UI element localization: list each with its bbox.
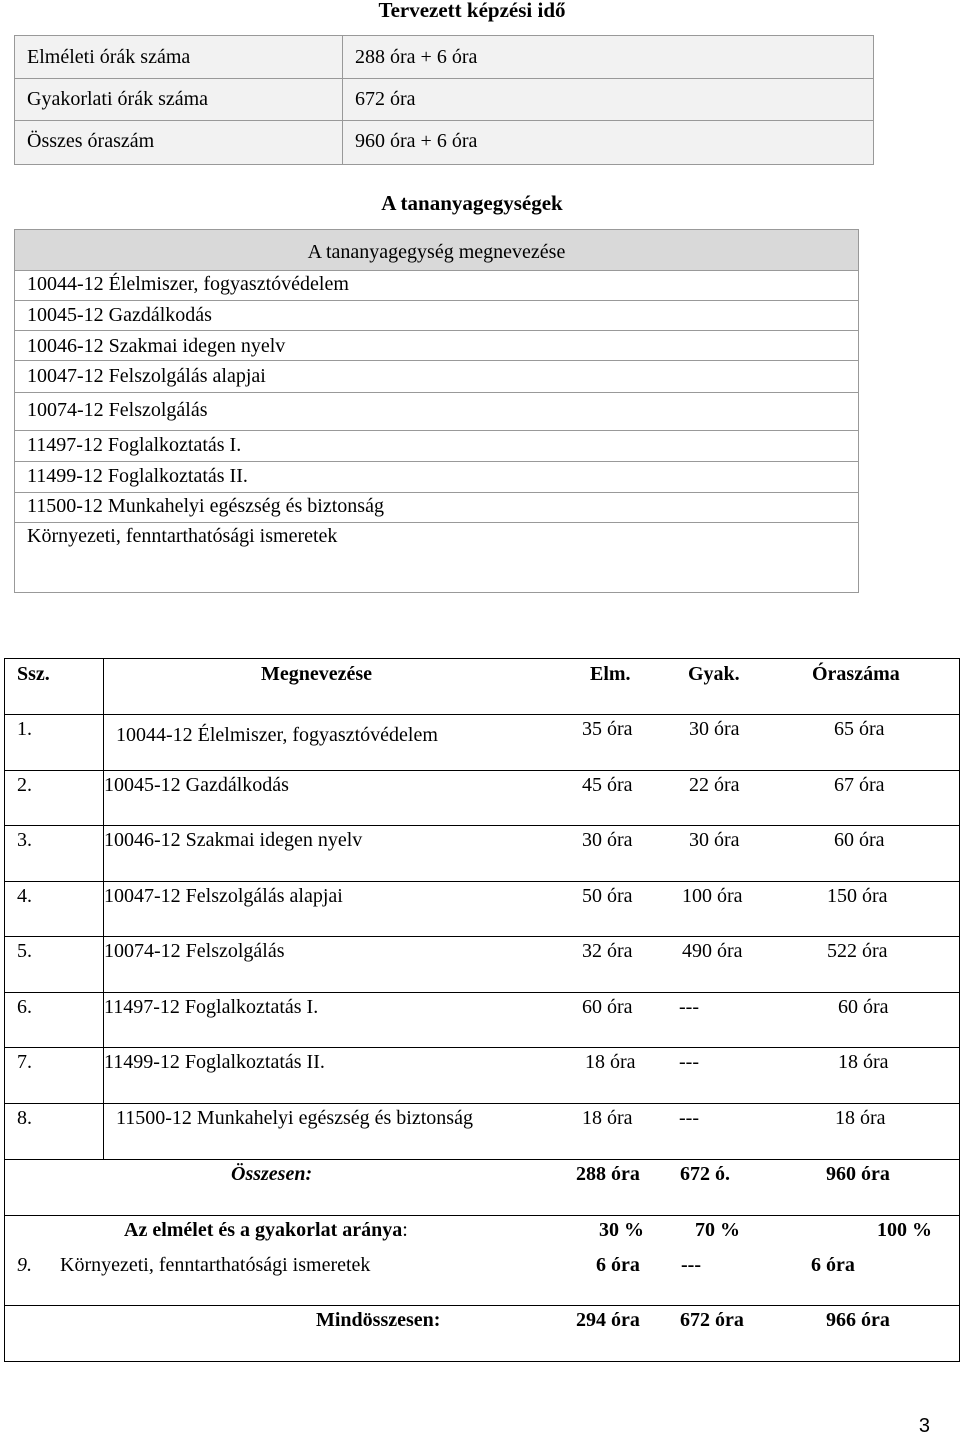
row-gyak: 22 óra — [689, 774, 740, 796]
mindosszesen-gyak: 672 óra — [680, 1309, 744, 1331]
row-name: 11500-12 Munkahelyi egészség és biztonság — [116, 1107, 473, 1129]
row-divider — [15, 330, 858, 331]
row-label: Összes óraszám — [27, 130, 155, 152]
row-elm: 32 óra — [582, 940, 633, 962]
arany-label-group — [124, 1219, 408, 1242]
list-item: 11500-12 Munkahelyi egészség és biztonság — [27, 495, 384, 517]
row-elm: 18 óra — [582, 1107, 633, 1129]
row-divider — [15, 461, 858, 462]
row-name: 10044-12 Élelmiszer, fogyasztóvédelem — [116, 724, 438, 746]
row-value: 672 óra — [355, 88, 416, 110]
row-value: 960 óra + 6 óra — [355, 130, 478, 152]
row-ssz: 8. — [17, 1107, 32, 1129]
row-elm: 35 óra — [582, 718, 633, 740]
units-title: A tananyagegységek — [381, 191, 563, 215]
mindosszesen-elm: 294 óra — [576, 1309, 640, 1331]
mindosszesen-label: Mindösszesen: — [316, 1309, 441, 1331]
table-row — [15, 78, 873, 120]
row-divider — [15, 392, 858, 393]
row-gyak: --- — [679, 1051, 699, 1073]
row-elm: 18 óra — [585, 1051, 636, 1073]
row-total: 522 óra — [827, 940, 888, 962]
row-divider — [15, 360, 858, 361]
column-divider — [103, 659, 104, 1159]
row9-elm: 6 óra — [596, 1254, 640, 1276]
arany-label: Az elmélet és a gyakorlat aránya — [124, 1219, 403, 1241]
row9-total: 6 óra — [811, 1254, 855, 1276]
list-item: 11497-12 Foglalkoztatás I. — [27, 434, 242, 456]
mindosszesen-total: 966 óra — [826, 1309, 890, 1331]
row-divider — [15, 492, 858, 493]
row-total: 60 óra — [838, 996, 889, 1018]
list-item: 10046-12 Szakmai idegen nyelv — [27, 335, 286, 357]
row-ssz: 5. — [17, 940, 32, 962]
row-ssz: 2. — [17, 774, 32, 796]
header-total: Óraszáma — [812, 663, 900, 685]
row-divider — [5, 881, 959, 882]
arany-gyak: 70 % — [695, 1219, 740, 1241]
row-divider — [15, 270, 858, 271]
row-total: 150 óra — [827, 885, 888, 907]
row-name: 10047-12 Felszolgálás alapjai — [104, 885, 343, 907]
osszesen-gyak: 672 ó. — [680, 1163, 730, 1185]
row-divider — [15, 300, 858, 301]
row-name: 10074-12 Felszolgálás — [104, 940, 285, 962]
row-divider — [15, 522, 858, 523]
row-elm: 50 óra — [582, 885, 633, 907]
row-divider — [5, 1047, 959, 1048]
list-item: 10047-12 Felszolgálás alapjai — [27, 365, 266, 387]
row9-gyak: --- — [681, 1254, 701, 1276]
row-value: 288 óra + 6 óra — [355, 46, 478, 68]
header-gyak: Gyak. — [688, 663, 740, 685]
list-item: Környezeti, fenntarthatósági ismeretek — [27, 525, 338, 547]
row-name: 11499-12 Foglalkoztatás II. — [104, 1051, 325, 1073]
training-hours-table — [14, 35, 874, 165]
osszesen-label: Összesen: — [231, 1163, 313, 1185]
table-row — [15, 36, 873, 78]
header-elm: Elm. — [590, 663, 631, 685]
row-divider — [5, 825, 959, 826]
row-total: 60 óra — [834, 829, 885, 851]
arany-elm: 30 % — [599, 1219, 644, 1241]
row9-name: Környezeti, fenntarthatósági ismeretek — [60, 1254, 371, 1276]
row-gyak: 30 óra — [689, 829, 740, 851]
units-table-header: A tananyagegység megnevezése — [15, 230, 858, 270]
row-elm: 30 óra — [582, 829, 633, 851]
row-divider — [5, 936, 959, 937]
row-gyak: 490 óra — [682, 940, 743, 962]
row-gyak: --- — [679, 1107, 699, 1129]
summary-table — [4, 658, 960, 1362]
row9-ssz: 9. — [17, 1254, 32, 1276]
units-table — [14, 229, 859, 593]
row-label: Elméleti órák száma — [27, 46, 191, 68]
header-ssz: Ssz. — [17, 663, 50, 685]
row-elm: 45 óra — [582, 774, 633, 796]
arany-colon: : — [402, 1219, 408, 1241]
row-total: 65 óra — [834, 718, 885, 740]
row-divider — [5, 1103, 959, 1104]
header-name: Megnevezése — [261, 663, 373, 685]
row-gyak: 100 óra — [682, 885, 743, 907]
list-item: 11499-12 Foglalkoztatás II. — [27, 465, 248, 487]
table-row — [15, 120, 873, 162]
row-label: Gyakorlati órák száma — [27, 88, 209, 110]
row-name: 10046-12 Szakmai idegen nyelv — [104, 829, 363, 851]
row-name: 10045-12 Gazdálkodás — [104, 774, 289, 796]
row-ssz: 4. — [17, 885, 32, 907]
row-divider — [5, 714, 959, 715]
row-gyak: 30 óra — [689, 718, 740, 740]
row-divider — [5, 1159, 959, 1160]
row-total: 67 óra — [834, 774, 885, 796]
row-ssz: 3. — [17, 829, 32, 851]
row-ssz: 7. — [17, 1051, 32, 1073]
page-number: 3 — [918, 1415, 930, 1437]
row-divider — [5, 992, 959, 993]
planned-training-time-title: Tervezett képzési idő — [378, 0, 566, 22]
row-total: 18 óra — [838, 1051, 889, 1073]
row-total: 18 óra — [835, 1107, 886, 1129]
row-gyak: --- — [679, 996, 699, 1018]
row-ssz: 1. — [17, 718, 32, 740]
osszesen-elm: 288 óra — [576, 1163, 640, 1185]
list-item: 10044-12 Élelmiszer, fogyasztóvédelem — [27, 273, 349, 295]
row-divider — [5, 770, 959, 771]
row-elm: 60 óra — [582, 996, 633, 1018]
arany-total: 100 % — [877, 1219, 932, 1241]
list-item: 10045-12 Gazdálkodás — [27, 304, 212, 326]
list-item: 10074-12 Felszolgálás — [27, 399, 208, 421]
row-divider — [5, 1215, 959, 1216]
row-ssz: 6. — [17, 996, 32, 1018]
row-divider — [15, 430, 858, 431]
row-name: 11497-12 Foglalkoztatás I. — [104, 996, 319, 1018]
osszesen-total: 960 óra — [826, 1163, 890, 1185]
row-divider — [5, 1305, 959, 1306]
